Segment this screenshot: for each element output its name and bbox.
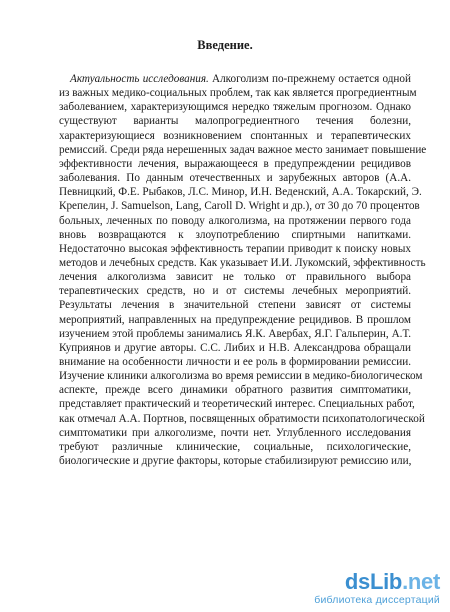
watermark — [314, 570, 440, 606]
lead-italic: Актуальность исследования. — [70, 73, 209, 85]
text-line: из важных медико-социальных проблем, так как является прогредиентным — [59, 87, 417, 100]
text-line: методов и лечебных средств. Как указывает И.И. Лукомский, эффективность — [59, 256, 426, 269]
text-line: заболевания. По данным отечественных и зарубежных авторов (А.А. — [59, 172, 411, 185]
text-line: эффективности лечения, выражающееся в предупреждении рецидивов — [59, 157, 411, 170]
text-line: лечения алкоголизма зависит не только от правильного выбора — [59, 271, 411, 284]
text-line: Крепелин, J. Samuelson, Lang, Caroll D. Wright и др.), от 30 до 70 процентов — [59, 200, 420, 213]
text-line: биологические и другие факторы, которые стабилизируют ремиссию или, — [59, 455, 412, 468]
text-line: аспекте, прежде всего динамики обратного развития симптоматики, — [59, 384, 411, 397]
text-line: Куприянов и другие авторы. С.С. Либих и Н.В. Александрова обращали — [59, 341, 411, 354]
text-line: Изучение клиники алкоголизма во время ремиссии в медико-биологическом — [59, 370, 423, 383]
watermark-logo-tld: .net — [402, 569, 440, 594]
text-line: терапевтических средств, но и от системы лечебных мероприятий. — [59, 285, 411, 298]
text-line: больных, леченных по поводу алкоголизма, на протяжении первого года — [59, 214, 411, 227]
watermark-logo-main: dsLib — [344, 569, 403, 594]
text-line: Певницкий, Ф.Е. Рыбаков, Л.С. Минор, И.Н. Веденский, А.А. Токарский, Э. — [59, 186, 422, 199]
text-line: заболеванием, характеризующимся нередко тяжелым прогнозом. Однако — [59, 101, 411, 114]
text-line: как отмечал А.А. Портнов, посвященных обратимости психопатологической — [59, 412, 425, 425]
watermark-logo — [314, 570, 440, 594]
text-line: симптоматики при алкоголизме, почти нет. Углубленного исследования — [59, 426, 411, 439]
text-line: вновь возвращаются к злоупотреблению спиртными напитками. — [59, 228, 411, 241]
text-line: существуют варианты малопрогредиентного течения болезни, — [59, 115, 411, 128]
text-line-content: Алкоголизм по-прежнему остается одной — [208, 73, 411, 85]
text-line: мероприятий, направленных на предупреждение рецидивов. В прошлом — [59, 313, 411, 326]
text-line — [70, 72, 411, 86]
page-title: Введение. — [197, 38, 253, 52]
text-line: Недостаточно высокая эффективность терапии приводит к поиску новых — [59, 242, 411, 255]
text-line: ремиссий. Среди ряда нерешенных задач важное место занимает повышение — [59, 143, 427, 156]
text-line: характеризующиеся возникновением спонтанных и терапевтических — [59, 129, 411, 142]
text-line: изучением этой проблемы занимались Я.К. Авербах, Я.Г. Гальперин, А.Т. — [59, 327, 411, 340]
text-line: Результаты лечения в значительной степени зависят от системы — [59, 299, 411, 312]
text-line: требуют различные клинические, социальные, психологические, — [59, 440, 411, 453]
text-line: представляет практический и теоретический интерес. Специальных работ, — [59, 398, 415, 411]
text-line: внимание на особенности личности и ее роль в формировании ремиссии. — [59, 356, 411, 368]
watermark-subtitle: библиотека диссертаций — [314, 594, 440, 606]
